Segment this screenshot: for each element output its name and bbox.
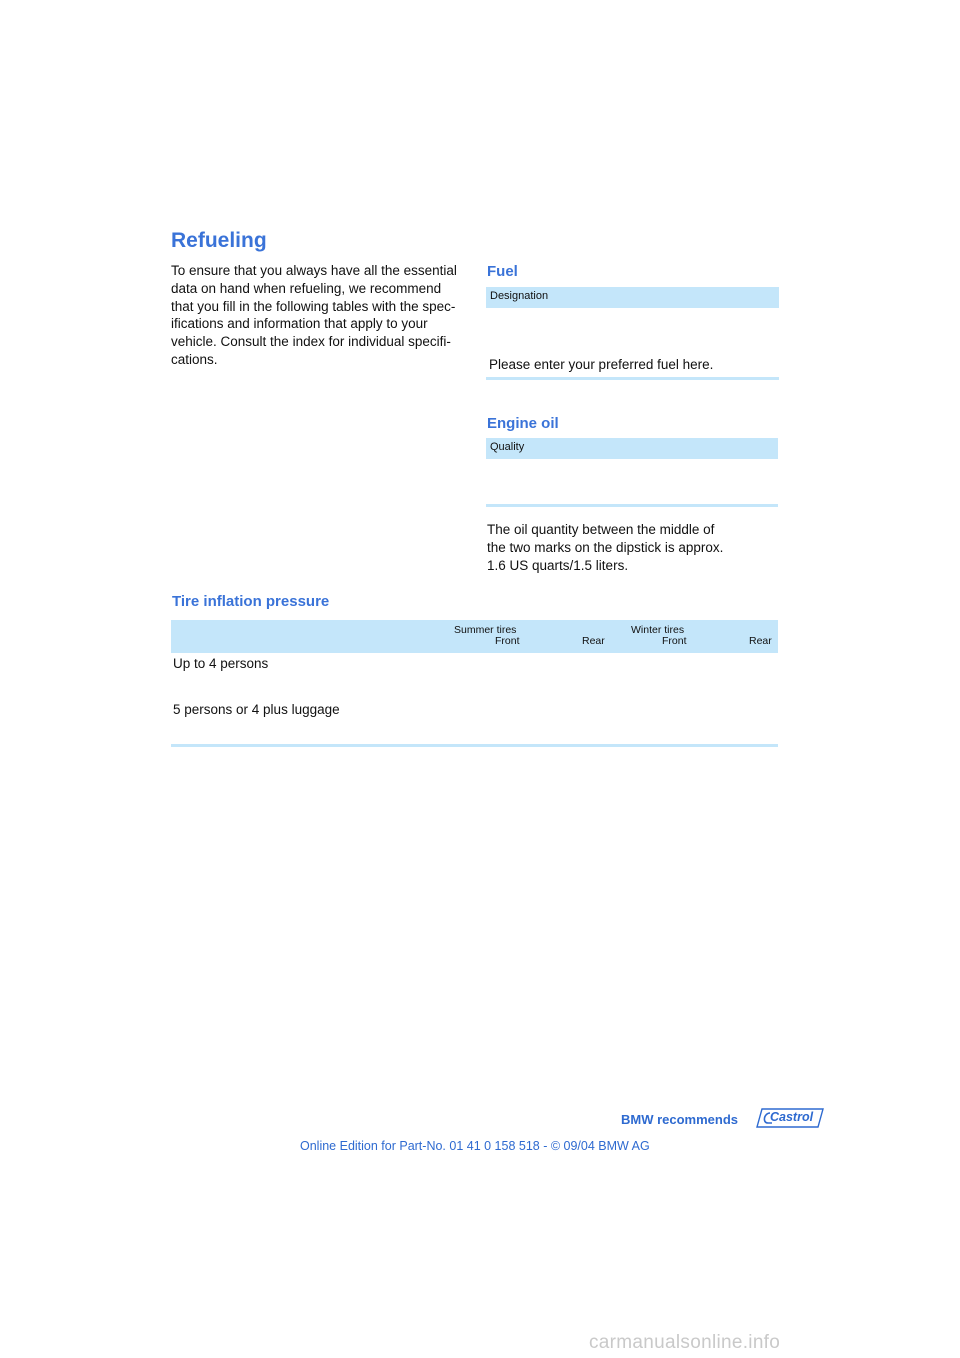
summer-front-label: Front <box>495 635 520 647</box>
tire-table-rule <box>171 744 778 747</box>
engine-oil-note-line: the two marks on the dipstick is approx. <box>487 539 724 555</box>
intro-line: that you fill in the following tables with the spec- <box>171 298 456 314</box>
watermark: carmanualsonline.info <box>589 1332 781 1353</box>
intro-line: vehicle. Consult the index for individual specifi- <box>171 334 451 350</box>
winter-tires-label: Winter tires <box>631 624 685 636</box>
summer-tires-label: Summer tires <box>454 624 517 636</box>
castrol-logo <box>756 1108 824 1128</box>
engine-oil-quality-label: Quality <box>490 441 525 453</box>
fuel-table-header <box>486 287 779 308</box>
engine-oil-note-line: The oil quantity between the middle of <box>487 522 715 537</box>
intro-line: To ensure that you always have all the essential <box>171 263 457 278</box>
winter-rear-label: Rear <box>749 635 772 647</box>
winter-front-label: Front <box>662 635 687 647</box>
engine-oil-table-rule <box>486 504 778 507</box>
engine-oil-note-line: 1.6 US quarts/1.5 liters. <box>487 557 629 573</box>
online-edition-link[interactable]: Online Edition for Part-No. 01 41 0 158 518 - © 09/04 BMW AG <box>300 1139 650 1153</box>
table-row: Up to 4 persons <box>173 656 269 671</box>
intro-line: data on hand when refueling, we recommend <box>171 280 442 296</box>
engine-oil-heading: Engine oil <box>487 415 559 432</box>
summer-rear-label: Rear <box>582 635 605 647</box>
intro-line: ifications and information that apply to your <box>171 316 428 332</box>
intro-paragraph <box>171 262 471 369</box>
castrol-logo-text: Castrol <box>770 1110 814 1124</box>
fuel-designation-label: Designation <box>490 290 549 302</box>
fuel-heading: Fuel <box>487 263 518 280</box>
fuel-note: Please enter your preferred fuel here. <box>489 357 714 372</box>
intro-line: cations. <box>171 351 218 367</box>
tire-pressure-heading: Tire inflation pressure <box>172 593 330 610</box>
page-title: Refueling <box>171 229 267 252</box>
engine-oil-table-header <box>486 438 778 459</box>
tire-table-header <box>171 620 778 653</box>
engine-oil-note <box>487 521 723 574</box>
table-row: 5 persons or 4 plus luggage <box>173 702 340 717</box>
bmw-recommends: BMW recommends <box>621 1112 739 1127</box>
fuel-table-rule <box>486 377 779 380</box>
